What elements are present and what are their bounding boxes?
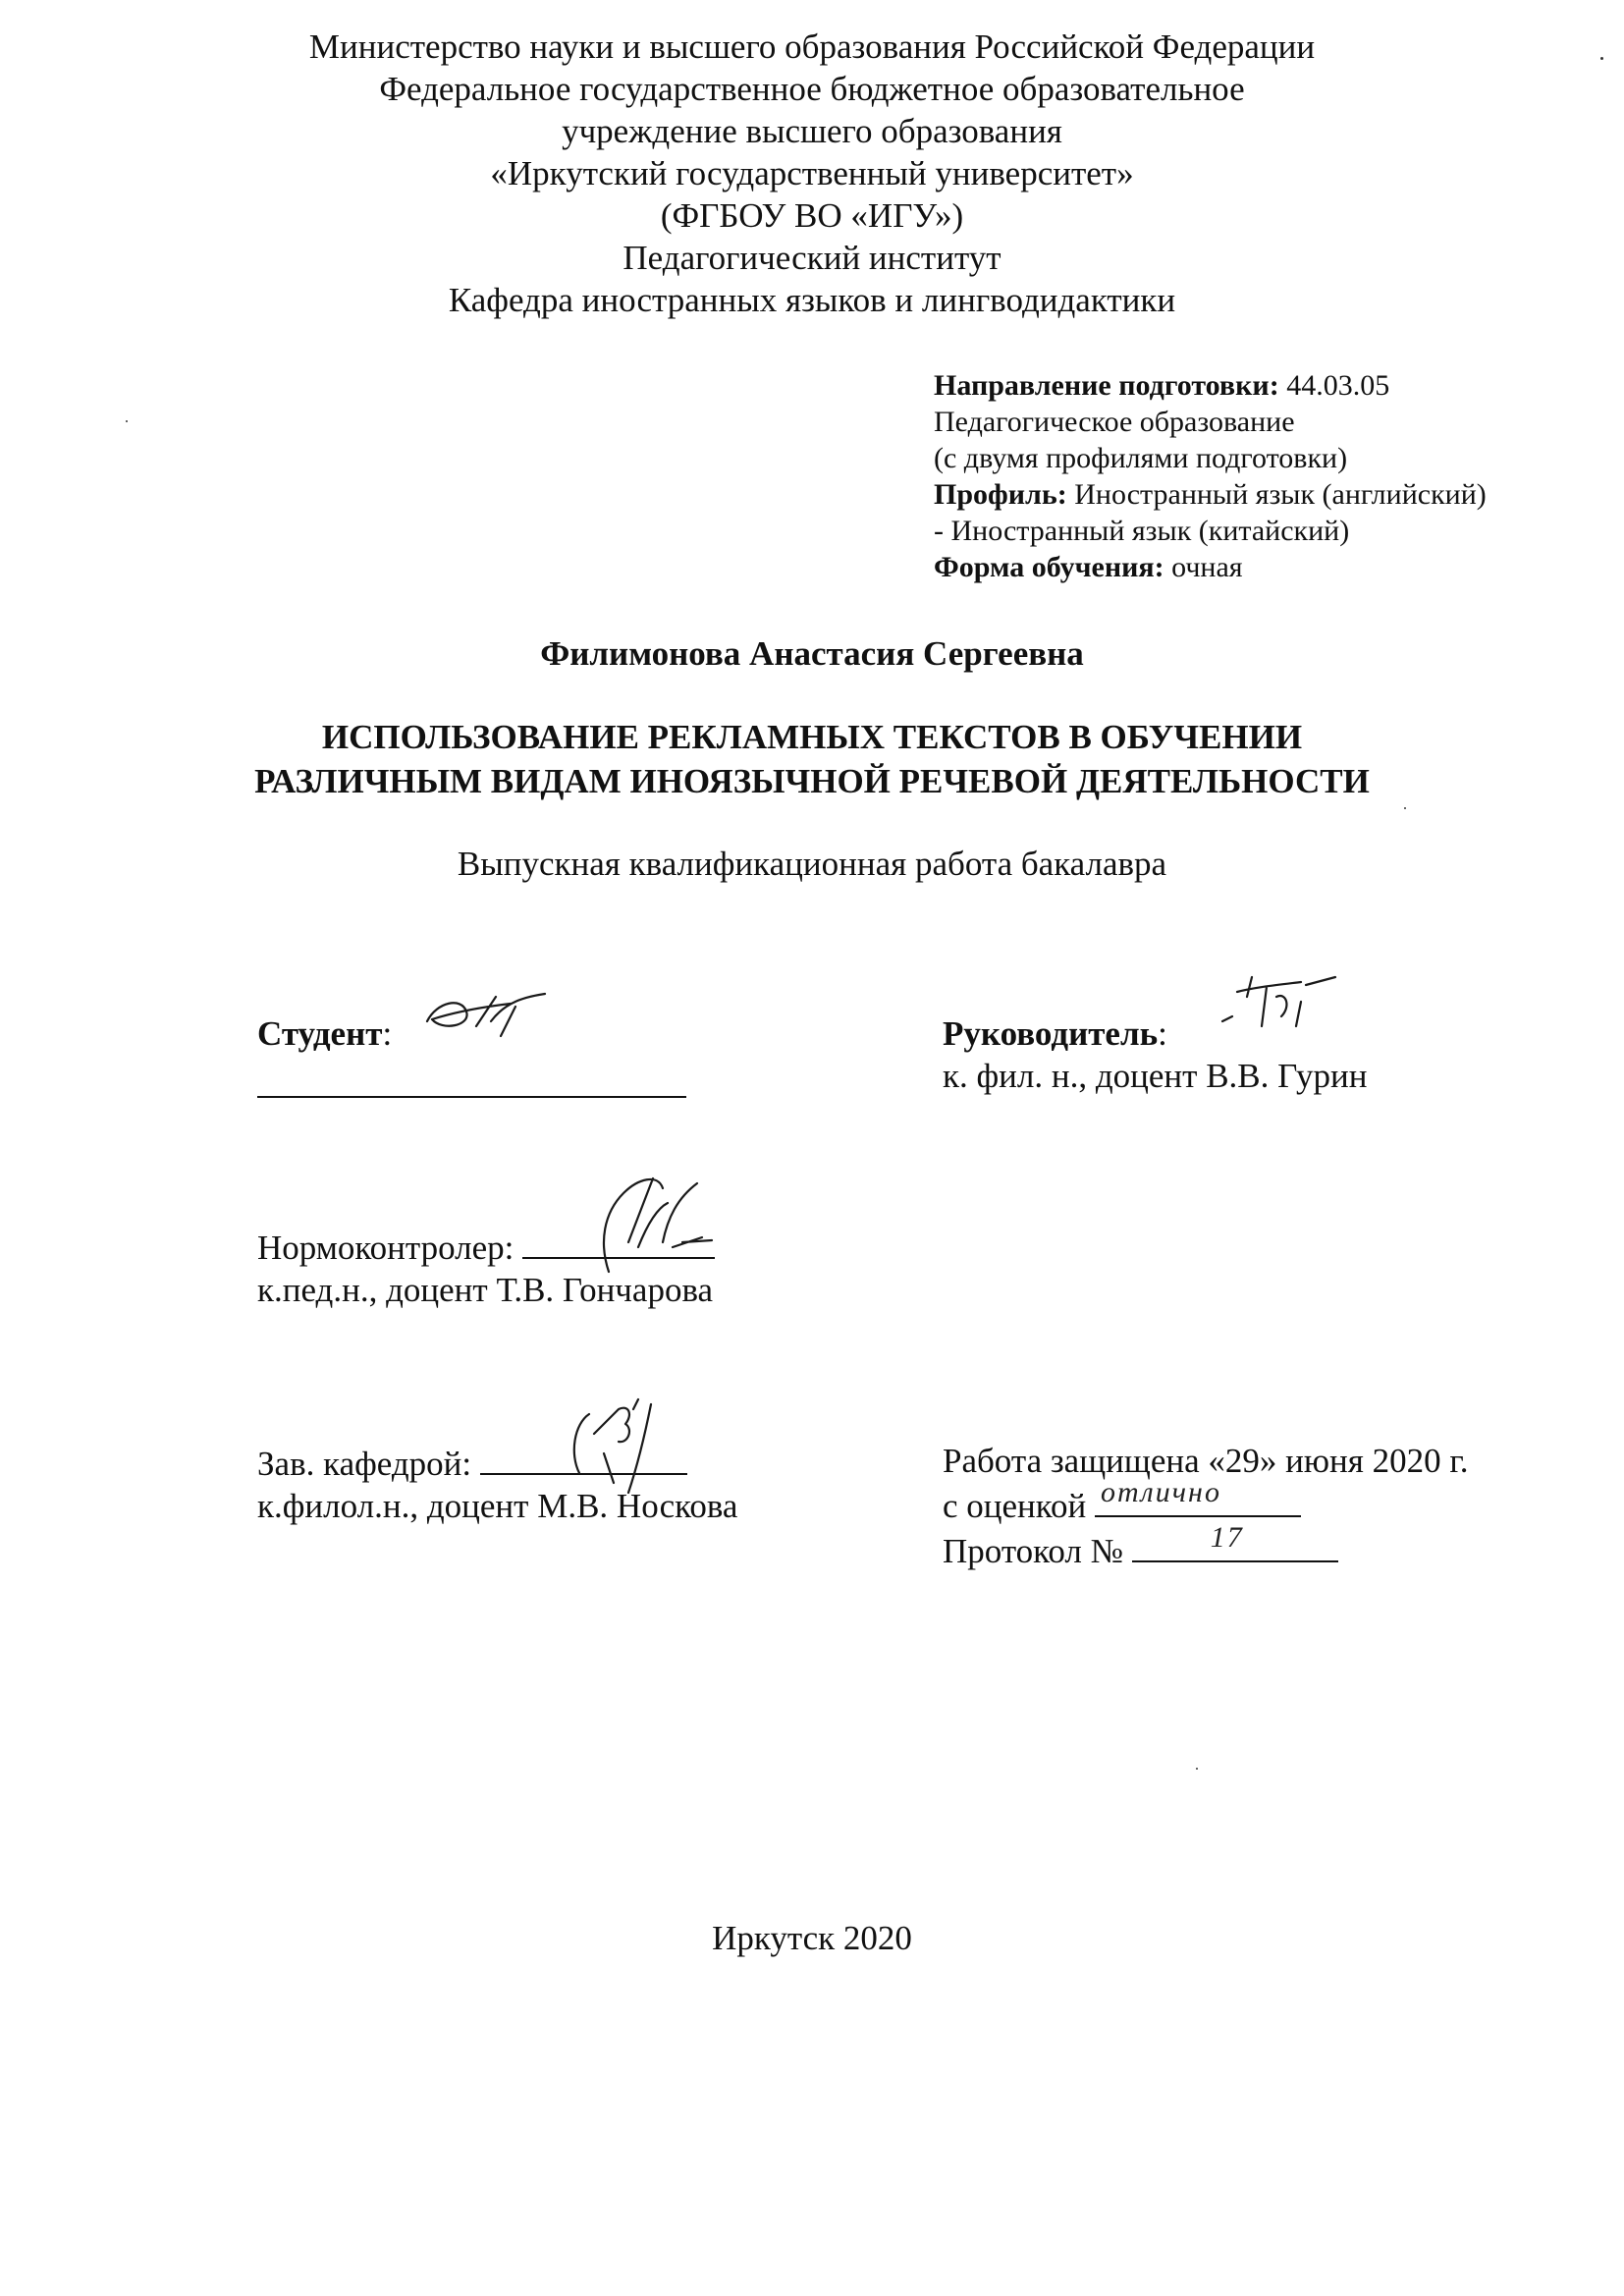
student-label: Студент [257, 1014, 383, 1053]
supervisor-label: Руководитель [943, 1014, 1159, 1053]
normcontrol-name: к.пед.н., доцент Т.В. Гончарова [257, 1271, 714, 1309]
head-of-dept-name: к.филол.н., доцент М.В. Носкова [257, 1487, 738, 1525]
university-abbreviation: (ФГБОУ ВО «ИГУ») [660, 196, 964, 235]
defense-block [943, 1440, 1469, 1572]
university-name: «Иркутский государственный университет» [490, 154, 1134, 192]
defense-protocol-line [943, 1521, 1469, 1572]
direction-name: Педагогическое образование [934, 406, 1295, 438]
supervisor-label-line [943, 1012, 1368, 1055]
institution-header [0, 26, 1624, 321]
ministry-line: Министерство науки и высшего образования Российской Федерации [308, 27, 1316, 66]
profile-line-2: - Иностранный язык (китайский) [934, 515, 1350, 547]
student-signature-line [257, 1096, 686, 1098]
student-block [257, 1012, 392, 1055]
scan-speck [126, 420, 128, 422]
program-info [934, 367, 1601, 585]
institution-type-line-2: учреждение высшего образования [562, 112, 1062, 150]
work-type: Выпускная квалификационная работа бакалавра [457, 845, 1167, 883]
head-of-dept-block [257, 1440, 737, 1527]
direction-line [934, 367, 1601, 404]
institute-name: Педагогический институт [623, 239, 1001, 277]
study-form-line [934, 549, 1601, 585]
scan-speck [1196, 1768, 1198, 1770]
defense-grade-field [1095, 1476, 1301, 1517]
defense-protocol-label: Протокол № [943, 1532, 1132, 1570]
study-form-label: Форма обучения: [934, 551, 1164, 583]
profile-value: Иностранный язык (английский) [1066, 478, 1487, 511]
thesis-title-line-2: РАЗЛИЧНЫМ ВИДАМ ИНОЯЗЫЧНОЙ РЕЧЕВОЙ ДЕЯТЕЛЬНОСТИ [254, 762, 1370, 800]
scan-speck [1404, 807, 1406, 809]
head-of-dept-signature-line [480, 1440, 687, 1475]
direction-code: 44.03.05 [1278, 369, 1390, 402]
defense-date: Работа защищена «29» июня 2020 г. [943, 1442, 1469, 1480]
direction-note: (с двумя профилями подготовки) [934, 442, 1348, 474]
student-colon: : [382, 1014, 393, 1053]
author-name: Филимонова Анастасия Сергеевна [540, 634, 1084, 673]
scan-speck [1600, 57, 1603, 60]
profile-line [934, 476, 1601, 513]
normcontrol-label-line [257, 1224, 715, 1269]
defense-grade-label: с оценкой [943, 1487, 1095, 1525]
student-signature-icon [417, 982, 555, 1041]
defense-grade-value: отлично [1101, 1476, 1221, 1508]
department-name: Кафедра иностранных языков и лингводидактики [448, 281, 1176, 319]
supervisor-block [943, 1012, 1368, 1097]
city-year: Иркутск 2020 [712, 1919, 912, 1957]
defense-grade-line [943, 1476, 1469, 1527]
thesis-title [0, 715, 1624, 803]
supervisor-colon: : [1158, 1014, 1167, 1053]
defense-protocol-value: 17 [1210, 1521, 1244, 1554]
profile-label: Профиль: [934, 478, 1067, 511]
head-of-dept-label: Зав. кафедрой: [257, 1445, 480, 1483]
study-form-value: очная [1164, 551, 1243, 583]
institution-type-line: Федеральное государственное бюджетное образовательное [379, 70, 1245, 108]
head-of-dept-label-line [257, 1440, 737, 1485]
normcontrol-signature-line [522, 1224, 715, 1259]
direction-label: Направление подготовки: [934, 369, 1279, 402]
normcontrol-block [257, 1224, 715, 1311]
normcontrol-label: Нормоконтролер: [257, 1229, 523, 1267]
supervisor-name: к. фил. н., доцент В.В. Гурин [943, 1057, 1368, 1095]
thesis-title-line-1: ИСПОЛЬЗОВАНИЕ РЕКЛАМНЫХ ТЕКСТОВ В ОБУЧЕНИИ [321, 718, 1303, 756]
defense-protocol-field [1132, 1521, 1338, 1562]
